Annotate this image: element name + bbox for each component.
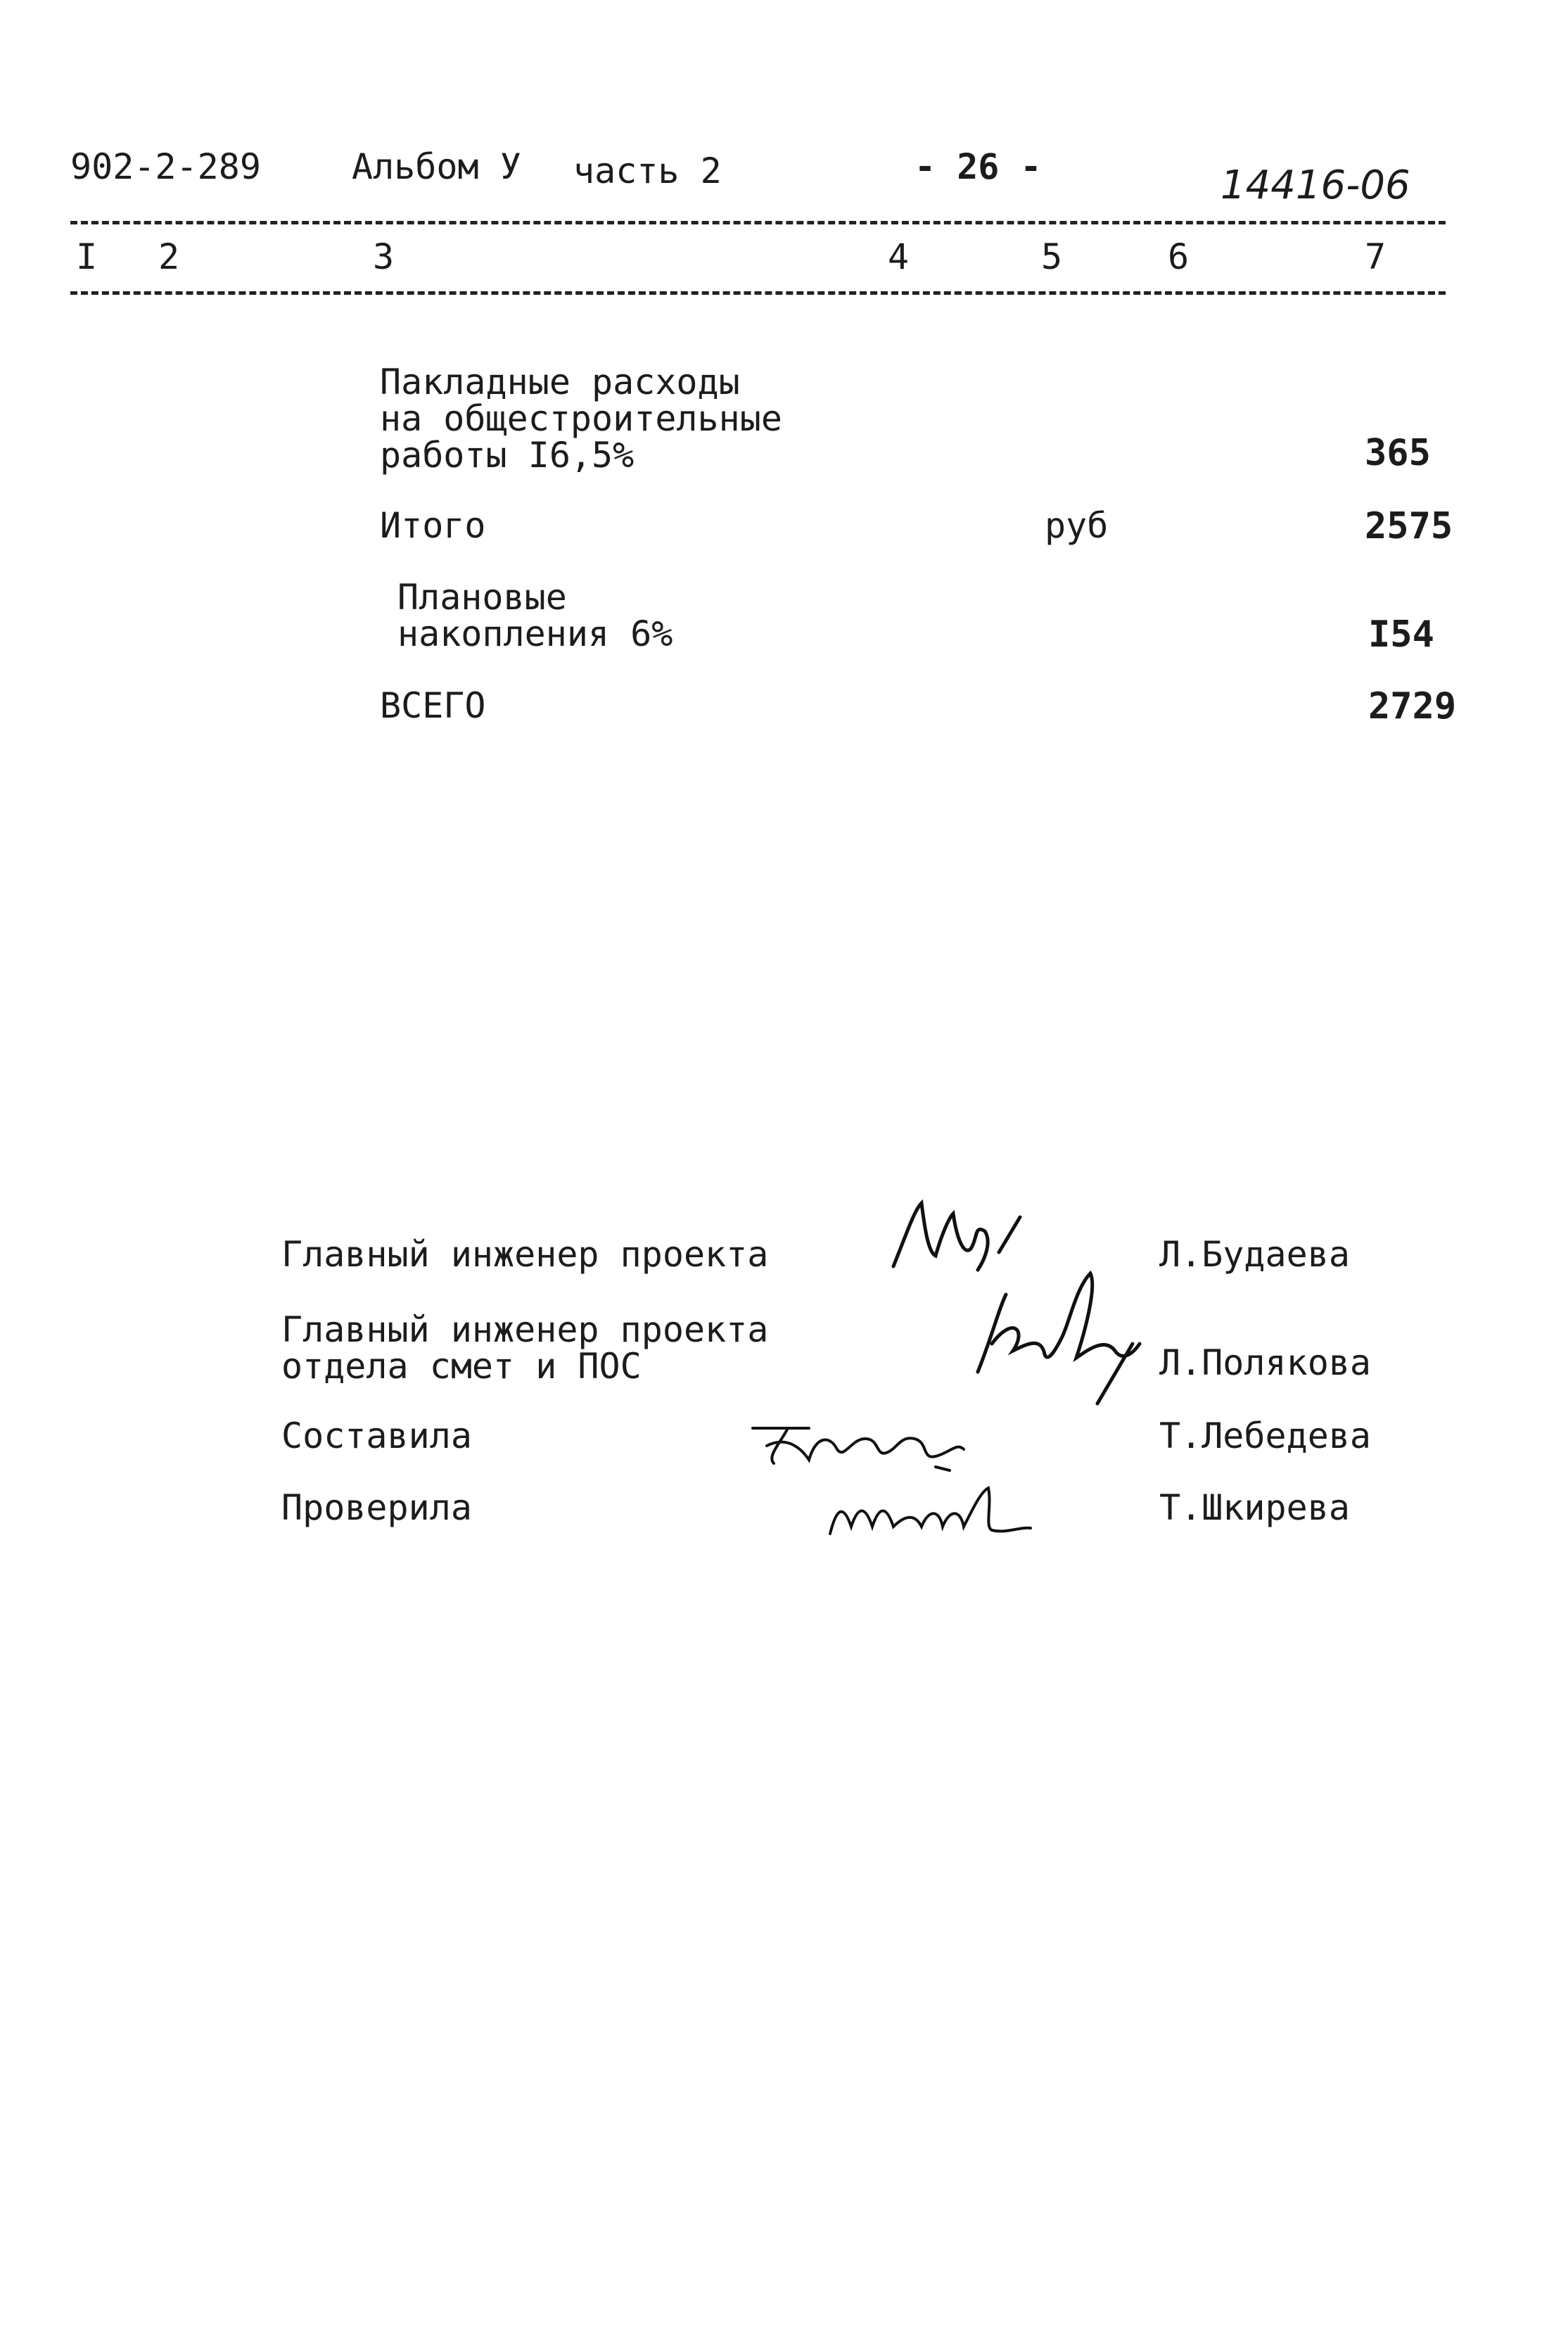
column-header-5: 5 (1041, 236, 1063, 277)
row-total-label: ВСЕГО (380, 685, 486, 726)
row-subtotal-label: Итого (380, 505, 486, 546)
part-label: часть 2 (573, 151, 722, 191)
signature-role-chief-engineer-estimates-line2: отдела смет и ПОС (281, 1346, 642, 1387)
signature-name-lebedeva: Т.Лебедева (1159, 1416, 1372, 1456)
page-number: - 26 - (914, 146, 1042, 187)
document-code: 902-2-289 (70, 146, 261, 187)
column-header-1: I (76, 236, 98, 277)
column-header-2: 2 (158, 236, 180, 277)
row-overhead-label-line2: на общестроительные (380, 398, 782, 439)
signature-role-chief-engineer: Главный инженер проекта (281, 1234, 769, 1275)
signature-name-budaeva: Л.Будаева (1159, 1234, 1350, 1275)
handwritten-signature-4 (823, 1477, 1034, 1548)
row-overhead-label-line3: работы I6,5% (380, 435, 635, 476)
row-planned-value: I54 (1368, 613, 1434, 656)
column-header-6: 6 (1168, 236, 1190, 277)
signature-role-chief-engineer-estimates-line1: Главный инженер проекта (281, 1309, 769, 1350)
table-header-rule (70, 291, 1446, 295)
row-overhead-value: 365 (1365, 432, 1431, 474)
row-overhead-label-line1: Пакладные расходы (380, 362, 740, 402)
column-header-7: 7 (1365, 236, 1387, 277)
signature-name-polyakova: Л.Полякова (1159, 1342, 1372, 1383)
row-planned-label-line2: накопления 6% (397, 613, 673, 654)
row-total-value: 2729 (1368, 685, 1457, 727)
signature-role-checked: Проверила (281, 1487, 472, 1528)
handwritten-signature-3 (746, 1407, 971, 1477)
handwritten-signature-2 (964, 1266, 1147, 1407)
column-header-3: 3 (373, 236, 395, 277)
column-header-4: 4 (888, 236, 910, 277)
signature-name-shkireva: Т.Шкирева (1159, 1487, 1350, 1528)
row-planned-label-line1: Плановые (397, 577, 567, 618)
signature-role-compiled: Составила (281, 1416, 472, 1456)
table-top-rule (70, 221, 1446, 224)
album-label: Альбом У (352, 146, 521, 187)
row-subtotal-unit: руб (1045, 505, 1109, 546)
sheet-code: 14416-06 (1220, 163, 1410, 208)
row-subtotal-value: 2575 (1365, 505, 1453, 547)
